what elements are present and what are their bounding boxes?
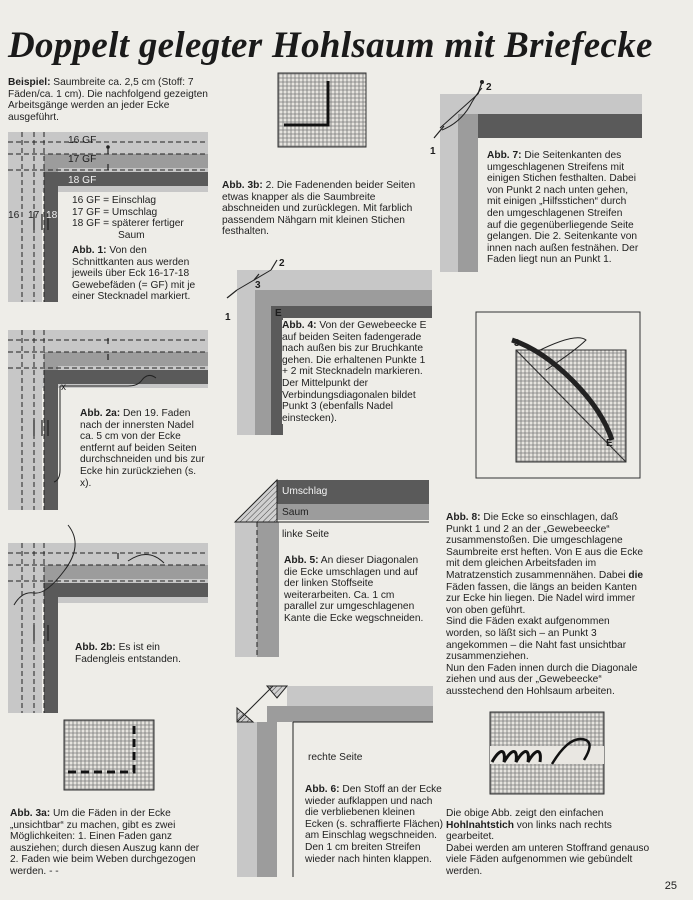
figure-2b-diagram <box>8 525 213 715</box>
fig7-label: Abb. 7: <box>487 150 522 161</box>
fig6-label: Abb. 6: <box>305 784 340 795</box>
fig7-caption <box>487 150 639 266</box>
fig9-bold: Hohlnahtstich <box>446 819 514 831</box>
fig1-label: Abb. 1: <box>72 245 107 256</box>
fig8-para-2: Sind die Fäden exakt aufgenommen worden, so läßt sich – an Punkt 3 angekommen – die Naht fast unsichtbar zusammenziehen. <box>446 616 627 663</box>
fig3a-label: Abb. 3a: <box>10 808 51 819</box>
fig1-side16: 16 <box>8 210 20 221</box>
fig9-text3: Dabei werden am unteren Stoffrand genauso viele Fäden aufgenommen wie gebündelt werden. <box>446 842 650 877</box>
fig1-gf18: 18 GF <box>68 175 97 186</box>
fig8-para-1 <box>446 512 646 616</box>
fig2b-text: Es ist ein Fadengleis entstanden. <box>75 642 181 665</box>
figure-8-diagram <box>476 312 642 482</box>
figure-3b-diagram <box>278 73 368 149</box>
fig1-text: Von den Schnittkanten aus werden jeweils über Eck 16-17-18 Gewebefäden (= GF) mit je einer Stecknadel markiert. <box>72 245 196 303</box>
fig1-legend <box>72 195 212 241</box>
fig8-bold: die <box>628 569 644 581</box>
fig1-legend-3: 18 GF = späterer fertiger <box>72 218 184 230</box>
fig5-caption <box>284 555 429 625</box>
fig4-point-e: E <box>275 308 282 319</box>
fig9-text1: Die obige Abb. zeigt den einfachen <box>446 808 604 819</box>
fig8-point-e: E <box>606 438 613 449</box>
fig8-caption <box>446 512 646 698</box>
fig6-rechte-seite: rechte Seite <box>308 752 363 763</box>
fig1-side17: 17 <box>28 210 40 221</box>
fig3b-label: Abb. 3b: <box>222 180 263 191</box>
fig4-point-2: 2 <box>279 258 285 269</box>
fig9-caption <box>446 808 651 878</box>
fig5-umschlag: Umschlag <box>282 486 328 497</box>
fig6-caption <box>305 784 445 865</box>
intro-body: Saumbreite ca. 2,5 cm (Stoff: 7 Fäden/ca. 1 cm). Die nachfolgend gezeigten Arbeitsgänge werden an jeder Ecke ausgeführt. <box>8 77 208 123</box>
fig1-legend-2: 17 GF = Umschlag <box>72 206 158 218</box>
fig1-legend-3b: Saum <box>118 229 145 241</box>
fig2b-label: Abb. 2b: <box>75 642 116 653</box>
fig3b-text: 2. Die Fadenenden beider Seiten etwas knapper als die Saumbreite abschneiden und zurücklegen. Mit farblich passendem Nähgarn mit kleinen Stichen festhalten. <box>222 180 416 238</box>
fig8-text: Die Ecke so einschlagen, daß Punkt 1 und 2 an der „Gewebeecke“ zusammenstoßen. Die umgeschlagene Saumbreite erst heften. Von E aus die Ecke mit dem gleichen Arbeitsfaden im Matratzenstich zusammennähen. Dabei <box>446 512 644 581</box>
fig2a-label: Abb. 2a: <box>80 408 121 419</box>
page-number: 25 <box>664 880 677 892</box>
fig5-label: Abb. 5: <box>284 555 319 566</box>
fig4-text: Von der Gewebeecke E auf beiden Seiten fadengerade nach außen bis zur Bruchkante gehen. Die erhaltenen Punkte 1 + 2 mit Stecknadeln markieren. Der Mittelpunkt der Verbindungsdiagonalen bildet Punkt 3 (ebenfalls Nadel einstecken). <box>282 320 427 424</box>
fig2a-caption <box>80 408 210 489</box>
fig4-label: Abb. 4: <box>282 320 317 331</box>
fig9-text2: von links nach rechts gearbeitet. <box>446 819 612 843</box>
intro-label: Beispiel: <box>8 77 51 88</box>
fig7-point-1: 1 <box>430 146 436 157</box>
fig1-gf17: 17 GF <box>68 154 97 165</box>
fig8-label: Abb. 8: <box>446 512 481 523</box>
fig5-text: An dieser Diagonalen die Ecke umschlagen und auf der linken Stoffseite weiterarbeiten. Ca. 1 cm parallel zur umgeschlagenen Kante die Ecke wegschneiden. <box>284 555 424 624</box>
fig2a-text: Den 19. Faden nach der innersten Nadel ca. 5 cm von der Ecke entfernt auf beiden Seiten durchschneiden und bis zur Ecke hin zurückziehen (s. x). <box>80 408 205 489</box>
fig1-side18: 18 <box>46 210 58 221</box>
page-title: Doppelt gelegter Hohlsaum mit Briefecke <box>8 25 653 66</box>
fig7-point-2: 2 <box>486 82 492 93</box>
fig1-gf16: 16 GF <box>68 135 97 146</box>
fig8-text2: Fäden fassen, die längs an beiden Kanten zur Ecke hin liegen. Die Nadel wird immer von oben geführt. <box>446 581 637 616</box>
fig6-text: Den Stoff an der Ecke wieder aufklappen und nach die verbliebenen kleinen Ecken (s. schraffierte Flächen) am Einschlag wegschneiden. Den 1 cm breiten Streifen wieder nach hinten klappen. <box>305 784 443 865</box>
fig4-caption <box>282 320 427 424</box>
fig2b-caption <box>75 642 205 665</box>
fig3a-caption <box>10 808 210 878</box>
figure-9-diagram <box>490 712 606 796</box>
fig4-point-1: 1 <box>225 312 231 323</box>
fig5-saum: Saum <box>282 507 309 518</box>
fig3a-text: Um die Fäden in der Ecke „unsichtbar“ zu machen, gibt es zwei Möglichkeiten: 1. Einen Faden ganz ausziehen; durch diesen Auszug kann der 2. Faden wie beim Weben durchgezogen werden. - - <box>10 808 200 877</box>
figure-3a-diagram <box>64 720 156 792</box>
fig5-linke-seite: linke Seite <box>282 529 330 540</box>
intro-text <box>8 77 218 123</box>
fig8-point-3: 3 <box>514 338 520 349</box>
fig4-point-3: 3 <box>255 280 261 291</box>
fig3b-caption <box>222 180 427 238</box>
fig2a-x-mark: x <box>61 382 66 393</box>
fig1-legend-1: 16 GF = Einschlag <box>72 195 157 206</box>
fig7-text: Die Seitenkanten des umgeschlagenen Streifens mit einigen Stichen festhalten. Dabei von Punkt 2 nach unten gehen, mit einigen „Hilfsstichen“ durch den umgeschlagenen Streifen auf die gegenüberliegende Seite gelangen. Die 2. Seitenkante von innen nach außen festnähen. Der Faden liegt nun an Punkt 1. <box>487 150 639 266</box>
fig1-caption <box>72 245 202 303</box>
fig8-para-3: Nun den Faden innen durch die Diagonale ziehen und aus der „Gewebeecke“ ausstechend den Hohlsaum arbeiten. <box>446 662 638 697</box>
